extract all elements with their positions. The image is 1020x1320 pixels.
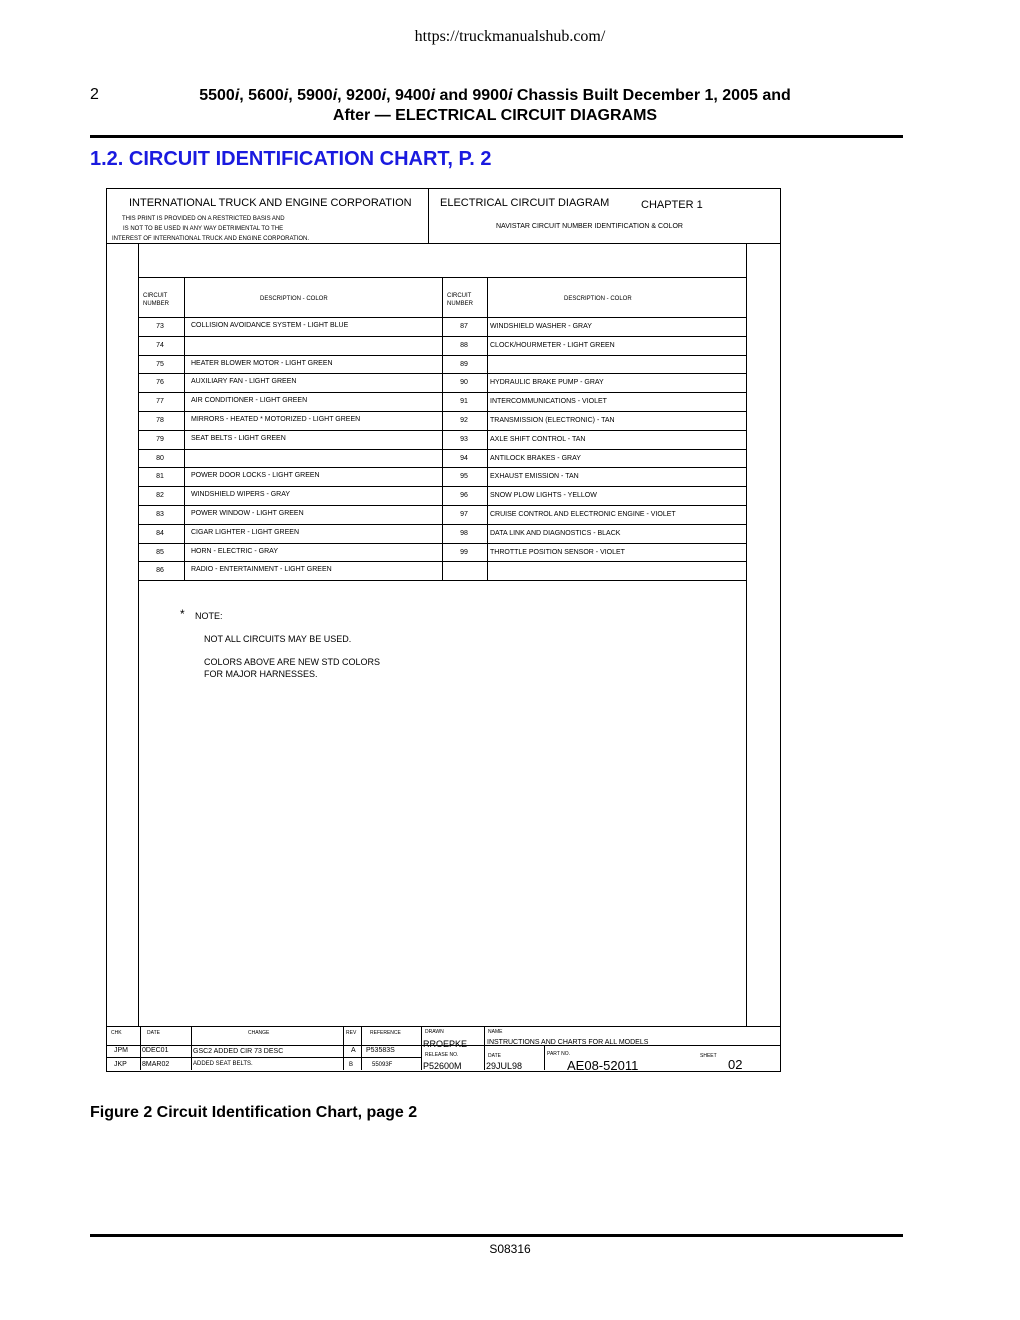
circuit-description: AUXILIARY FAN - LIGHT GREEN bbox=[191, 378, 297, 385]
circuit-description: COLLISION AVOIDANCE SYSTEM - LIGHT BLUE bbox=[191, 322, 349, 329]
header-italic-i: i bbox=[507, 87, 513, 104]
circuit-number: 80 bbox=[156, 455, 164, 462]
inner-left-border bbox=[138, 243, 139, 1026]
left-num-header-2: NUMBER bbox=[143, 301, 170, 307]
tb-sheet-header: SHEET bbox=[700, 1053, 717, 1059]
revision-row-rule bbox=[107, 1057, 421, 1058]
company-name: INTERNATIONAL TRUCK AND ENGINE CORPORATION bbox=[129, 197, 412, 209]
tb-row2-date: 8MAR02 bbox=[142, 1061, 170, 1068]
circuit-description: SEAT BELTS - LIGHT GREEN bbox=[191, 435, 286, 442]
circuit-number: 87 bbox=[460, 323, 468, 330]
circuit-number: 74 bbox=[156, 342, 164, 349]
footer-code: S08316 bbox=[489, 1242, 531, 1256]
header-text-part: , 5600 bbox=[239, 87, 284, 104]
circuit-number: 89 bbox=[460, 361, 468, 368]
section-title: 1.2. CIRCUIT IDENTIFICATION CHART, P. 2 bbox=[90, 148, 492, 170]
tb-row2-change: ADDED SEAT BELTS. bbox=[193, 1061, 253, 1067]
tb-release-date: 29JUL98 bbox=[486, 1061, 523, 1071]
circuit-number: 86 bbox=[156, 567, 164, 574]
circuit-description: CLOCK/HOURMETER - LIGHT GREEN bbox=[490, 342, 615, 349]
circuit-number: 81 bbox=[156, 473, 164, 480]
tb-drawing-name: INSTRUCTIONS AND CHARTS FOR ALL MODELS bbox=[487, 1039, 649, 1046]
circuit-number: 73 bbox=[156, 323, 164, 330]
header-rule bbox=[90, 135, 903, 138]
circuit-description: CIGAR LIGHTER - LIGHT GREEN bbox=[191, 529, 299, 536]
tb-row1-chk: JPM bbox=[114, 1047, 128, 1054]
tb-sheet-number: 02 bbox=[728, 1057, 743, 1072]
header-text-part: , 9400 bbox=[386, 87, 431, 104]
tb-date-header: DATE bbox=[147, 1030, 160, 1036]
header-italic-i: i bbox=[332, 87, 338, 104]
tb-row2-rev: B bbox=[349, 1062, 354, 1068]
circuit-number: 90 bbox=[460, 379, 468, 386]
right-desc-header: DESCRIPTION - COLOR bbox=[564, 296, 632, 302]
circuit-number: 88 bbox=[460, 342, 468, 349]
note-line-1: NOT ALL CIRCUITS MAY BE USED. bbox=[204, 634, 352, 644]
table-column-rule bbox=[184, 277, 185, 580]
circuit-number: 77 bbox=[156, 398, 164, 405]
circuit-number: 93 bbox=[460, 436, 468, 443]
tb-divider bbox=[140, 1026, 141, 1070]
drawing-frame bbox=[106, 188, 781, 1072]
circuit-number: 92 bbox=[460, 417, 468, 424]
circuit-description: SNOW PLOW LIGHTS - YELLOW bbox=[490, 492, 597, 499]
figure-caption: Figure 2 Circuit Identification Chart, page 2 bbox=[90, 1104, 418, 1121]
note-star: * bbox=[180, 607, 185, 621]
circuit-description: MIRRORS - HEATED * MOTORIZED - LIGHT GREEN bbox=[191, 416, 361, 423]
circuit-number: 97 bbox=[460, 511, 468, 518]
circuit-description: AIR CONDITIONER - LIGHT GREEN bbox=[191, 397, 308, 404]
circuit-number: 76 bbox=[156, 379, 164, 386]
header-bottom-rule bbox=[107, 243, 780, 244]
tb-part-header: PART NO. bbox=[547, 1051, 571, 1057]
circuit-description: AXLE SHIFT CONTROL - TAN bbox=[490, 436, 586, 443]
right-num-header-2: NUMBER bbox=[447, 301, 474, 307]
title-block-top-rule bbox=[107, 1026, 780, 1027]
note-line-2: COLORS ABOVE ARE NEW STD COLORS bbox=[204, 657, 381, 667]
tb-ref-header: REFERENCE bbox=[370, 1030, 401, 1036]
circuit-description: ANTILOCK BRAKES - GRAY bbox=[490, 455, 581, 462]
table-row-rule bbox=[138, 580, 746, 581]
tb-row2-chk: JKP bbox=[114, 1061, 127, 1068]
right-num-header-1: CIRCUIT bbox=[447, 293, 472, 299]
header-italic-i: i bbox=[283, 87, 289, 104]
header-italic-i: i bbox=[381, 87, 387, 104]
tb-divider bbox=[343, 1026, 344, 1070]
circuit-description: HEATER BLOWER MOTOR - LIGHT GREEN bbox=[191, 360, 333, 367]
tb-change-header: CHANGE bbox=[248, 1030, 270, 1036]
running-header-line2: After — ELECTRICAL CIRCUIT DIAGRAMS bbox=[332, 107, 658, 124]
inner-right-border bbox=[746, 243, 747, 1026]
circuit-number: 96 bbox=[460, 492, 468, 499]
tb-drawn-by: RROEPKE bbox=[423, 1039, 468, 1049]
circuit-number: 82 bbox=[156, 492, 164, 499]
running-header bbox=[150, 86, 840, 126]
circuit-description: THROTTLE POSITION SENSOR - VIOLET bbox=[490, 549, 625, 556]
table-column-rule bbox=[442, 277, 443, 580]
chapter-label: CHAPTER 1 bbox=[641, 199, 703, 211]
tb-rev-header: REV bbox=[346, 1030, 357, 1036]
table-column-rule bbox=[487, 277, 488, 580]
tb-release-header: RELEASE NO. bbox=[425, 1052, 459, 1058]
note-line-3: FOR MAJOR HARNESSES. bbox=[204, 669, 318, 679]
circuit-number: 83 bbox=[156, 511, 164, 518]
left-desc-header: DESCRIPTION - COLOR bbox=[260, 296, 328, 302]
circuit-description: WINDSHIELD WASHER - GRAY bbox=[490, 323, 592, 330]
circuit-description: WINDSHIELD WIPERS - GRAY bbox=[191, 491, 291, 498]
tb-drawn-header: DRAWN bbox=[425, 1029, 444, 1035]
tb-divider bbox=[421, 1026, 422, 1070]
header-text-part: and 9900 bbox=[435, 87, 508, 104]
diagram-subtitle: NAVISTAR CIRCUIT NUMBER IDENTIFICATION & COLOR bbox=[496, 223, 683, 230]
tb-row1-change: GSC2 ADDED CIR 73 DESC bbox=[193, 1048, 284, 1055]
header-text-part: , 9200 bbox=[337, 87, 382, 104]
header-divider bbox=[428, 189, 429, 243]
header-text-part: , 5900 bbox=[288, 87, 333, 104]
running-header-line1 bbox=[150, 86, 840, 106]
circuit-description: TRANSMISSION (ELECTRONIC) - TAN bbox=[490, 417, 615, 424]
circuit-description: POWER DOOR LOCKS - LIGHT GREEN bbox=[191, 472, 320, 479]
notice-line-1: THIS PRINT IS PROVIDED ON A RESTRICTED BASIS AND bbox=[122, 216, 285, 222]
circuit-number: 75 bbox=[156, 361, 164, 368]
tb-row1-rev: A bbox=[351, 1047, 356, 1054]
tb-divider bbox=[191, 1026, 192, 1070]
circuit-description: EXHAUST EMISSION - TAN bbox=[490, 473, 579, 480]
header-italic-i: i bbox=[234, 87, 240, 104]
circuit-number: 99 bbox=[460, 549, 468, 556]
circuit-number: 98 bbox=[460, 530, 468, 537]
tb-release-no: P52600M bbox=[423, 1061, 462, 1071]
circuit-description: DATA LINK AND DIAGNOSTICS - BLACK bbox=[490, 530, 621, 537]
tb-divider bbox=[544, 1045, 545, 1070]
tb-divider bbox=[361, 1026, 362, 1070]
header-text-part: Chassis Built December 1, 2005 and bbox=[512, 87, 791, 104]
circuit-description: POWER WINDOW - LIGHT GREEN bbox=[191, 510, 304, 517]
circuit-number: 94 bbox=[460, 455, 468, 462]
circuit-number: 84 bbox=[156, 530, 164, 537]
note-label: NOTE: bbox=[195, 611, 223, 621]
notice-line-3: INTEREST OF INTERNATIONAL TRUCK AND ENGINE CORPORATION. bbox=[112, 236, 310, 242]
left-num-header-1: CIRCUIT bbox=[143, 293, 168, 299]
tb-date2-header: DATE bbox=[488, 1053, 501, 1059]
header-text-part: 5500 bbox=[199, 87, 235, 104]
circuit-description: RADIO - ENTERTAINMENT - LIGHT GREEN bbox=[191, 566, 332, 573]
circuit-description: HORN - ELECTRIC - GRAY bbox=[191, 548, 278, 555]
header-italic-i: i bbox=[430, 87, 436, 104]
source-url[interactable]: https://truckmanualshub.com/ bbox=[414, 28, 606, 45]
tb-name-header: NAME bbox=[488, 1029, 503, 1035]
notice-line-2: IS NOT TO BE USED IN ANY WAY DETRIMENTAL TO THE bbox=[123, 226, 284, 232]
circuit-number: 85 bbox=[156, 549, 164, 556]
tb-divider bbox=[484, 1026, 485, 1070]
tb-row1-ref: P53583S bbox=[366, 1047, 395, 1054]
circuit-description: CRUISE CONTROL AND ELECTRONIC ENGINE - VIOLET bbox=[490, 511, 676, 518]
circuit-number: 78 bbox=[156, 417, 164, 424]
tb-row1-date: 0DEC01 bbox=[142, 1047, 169, 1054]
circuit-description: HYDRAULIC BRAKE PUMP - GRAY bbox=[490, 379, 604, 386]
circuit-description: INTERCOMMUNICATIONS - VIOLET bbox=[490, 398, 607, 405]
circuit-number: 79 bbox=[156, 436, 164, 443]
tb-part-number: AE08-52011 bbox=[567, 1058, 639, 1073]
footer-rule bbox=[90, 1234, 903, 1237]
tb-row2-ref: 55093F bbox=[372, 1062, 393, 1068]
circuit-number: 91 bbox=[460, 398, 468, 405]
tb-chk-header: CHK bbox=[111, 1030, 122, 1036]
diagram-title: ELECTRICAL CIRCUIT DIAGRAM bbox=[440, 197, 610, 209]
page-number: 2 bbox=[90, 86, 99, 103]
circuit-number: 95 bbox=[460, 473, 468, 480]
